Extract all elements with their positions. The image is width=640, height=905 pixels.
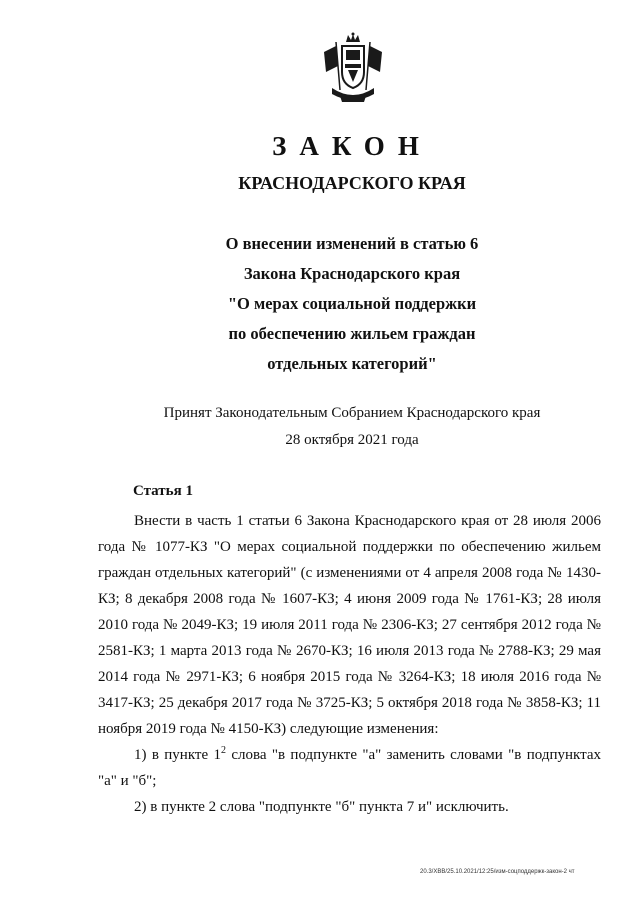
article-item-1 [98, 742, 601, 794]
article-intro-paragraph: Внести в часть 1 статьи 6 Закона Краснодарского края от 28 июля 2006 года № 1077-КЗ "О мерах социальной поддержки по обеспечению жильем граждан отдельных категорий" (с изменениями от 4 апреля 2008 года № 1430-КЗ; 8 декабря 2008 года № 1607-КЗ; 4 июня 2009 года № 1761-КЗ; 28 июля 2010 года № 2049-КЗ; 19 июля 2011 года № 2306-КЗ; 27 сентября 2012 года № 2581-КЗ; 1 марта 2013 года № 2670-КЗ; 16 июля 2013 года № 2788-КЗ; 29 мая 2014 года № 2971-КЗ; 6 ноября 2015 года № 3264-КЗ; 18 июля 2016 года № 3417-КЗ; 25 декабря 2017 года № 3725-КЗ; 5 октября 2018 года № 3858-КЗ; 11 ноября 2019 года № 4150-КЗ) следующие изменения: [98, 513, 601, 737]
article-body [98, 508, 601, 820]
document-title: ЗАКОН [272, 131, 432, 161]
subject-line: "О мерах социальной поддержки [227, 294, 477, 313]
article-heading: Статья 1 [133, 483, 193, 499]
adoption-body: Принят Законодательным Собранием Краснодарского края [163, 405, 541, 421]
adoption-info [0, 400, 640, 454]
subject-line: по обеспечению жильем граждан [228, 324, 476, 343]
krasnodar-coat-of-arms-icon [318, 32, 388, 108]
item-1-prefix: 1) в пункте 1 [134, 747, 221, 763]
item-1-superscript: 2 [220, 745, 226, 756]
document-region: КРАСНОДАРСКОГО КРАЯ [238, 173, 466, 193]
subject-line: отдельных категорий" [267, 354, 437, 373]
article-item-2: 2) в пункте 2 слова "подпункте "б" пункта 7 и" исключить. [134, 799, 509, 815]
subject-line: Закона Краснодарского края [243, 264, 461, 283]
document-footer-code: 20.3/ХВВ/25.10.2021/12:25/изм-соцподдержк-закон-2 чт [420, 869, 575, 875]
item-1-text: слова "в подпункте "а" заменить словами "в подпунктах "а" и "б"; [98, 747, 601, 789]
law-subject [0, 229, 640, 379]
subject-line: О внесении изменений в статью 6 [225, 234, 479, 253]
adoption-date: 28 октября 2021 года [285, 432, 419, 448]
